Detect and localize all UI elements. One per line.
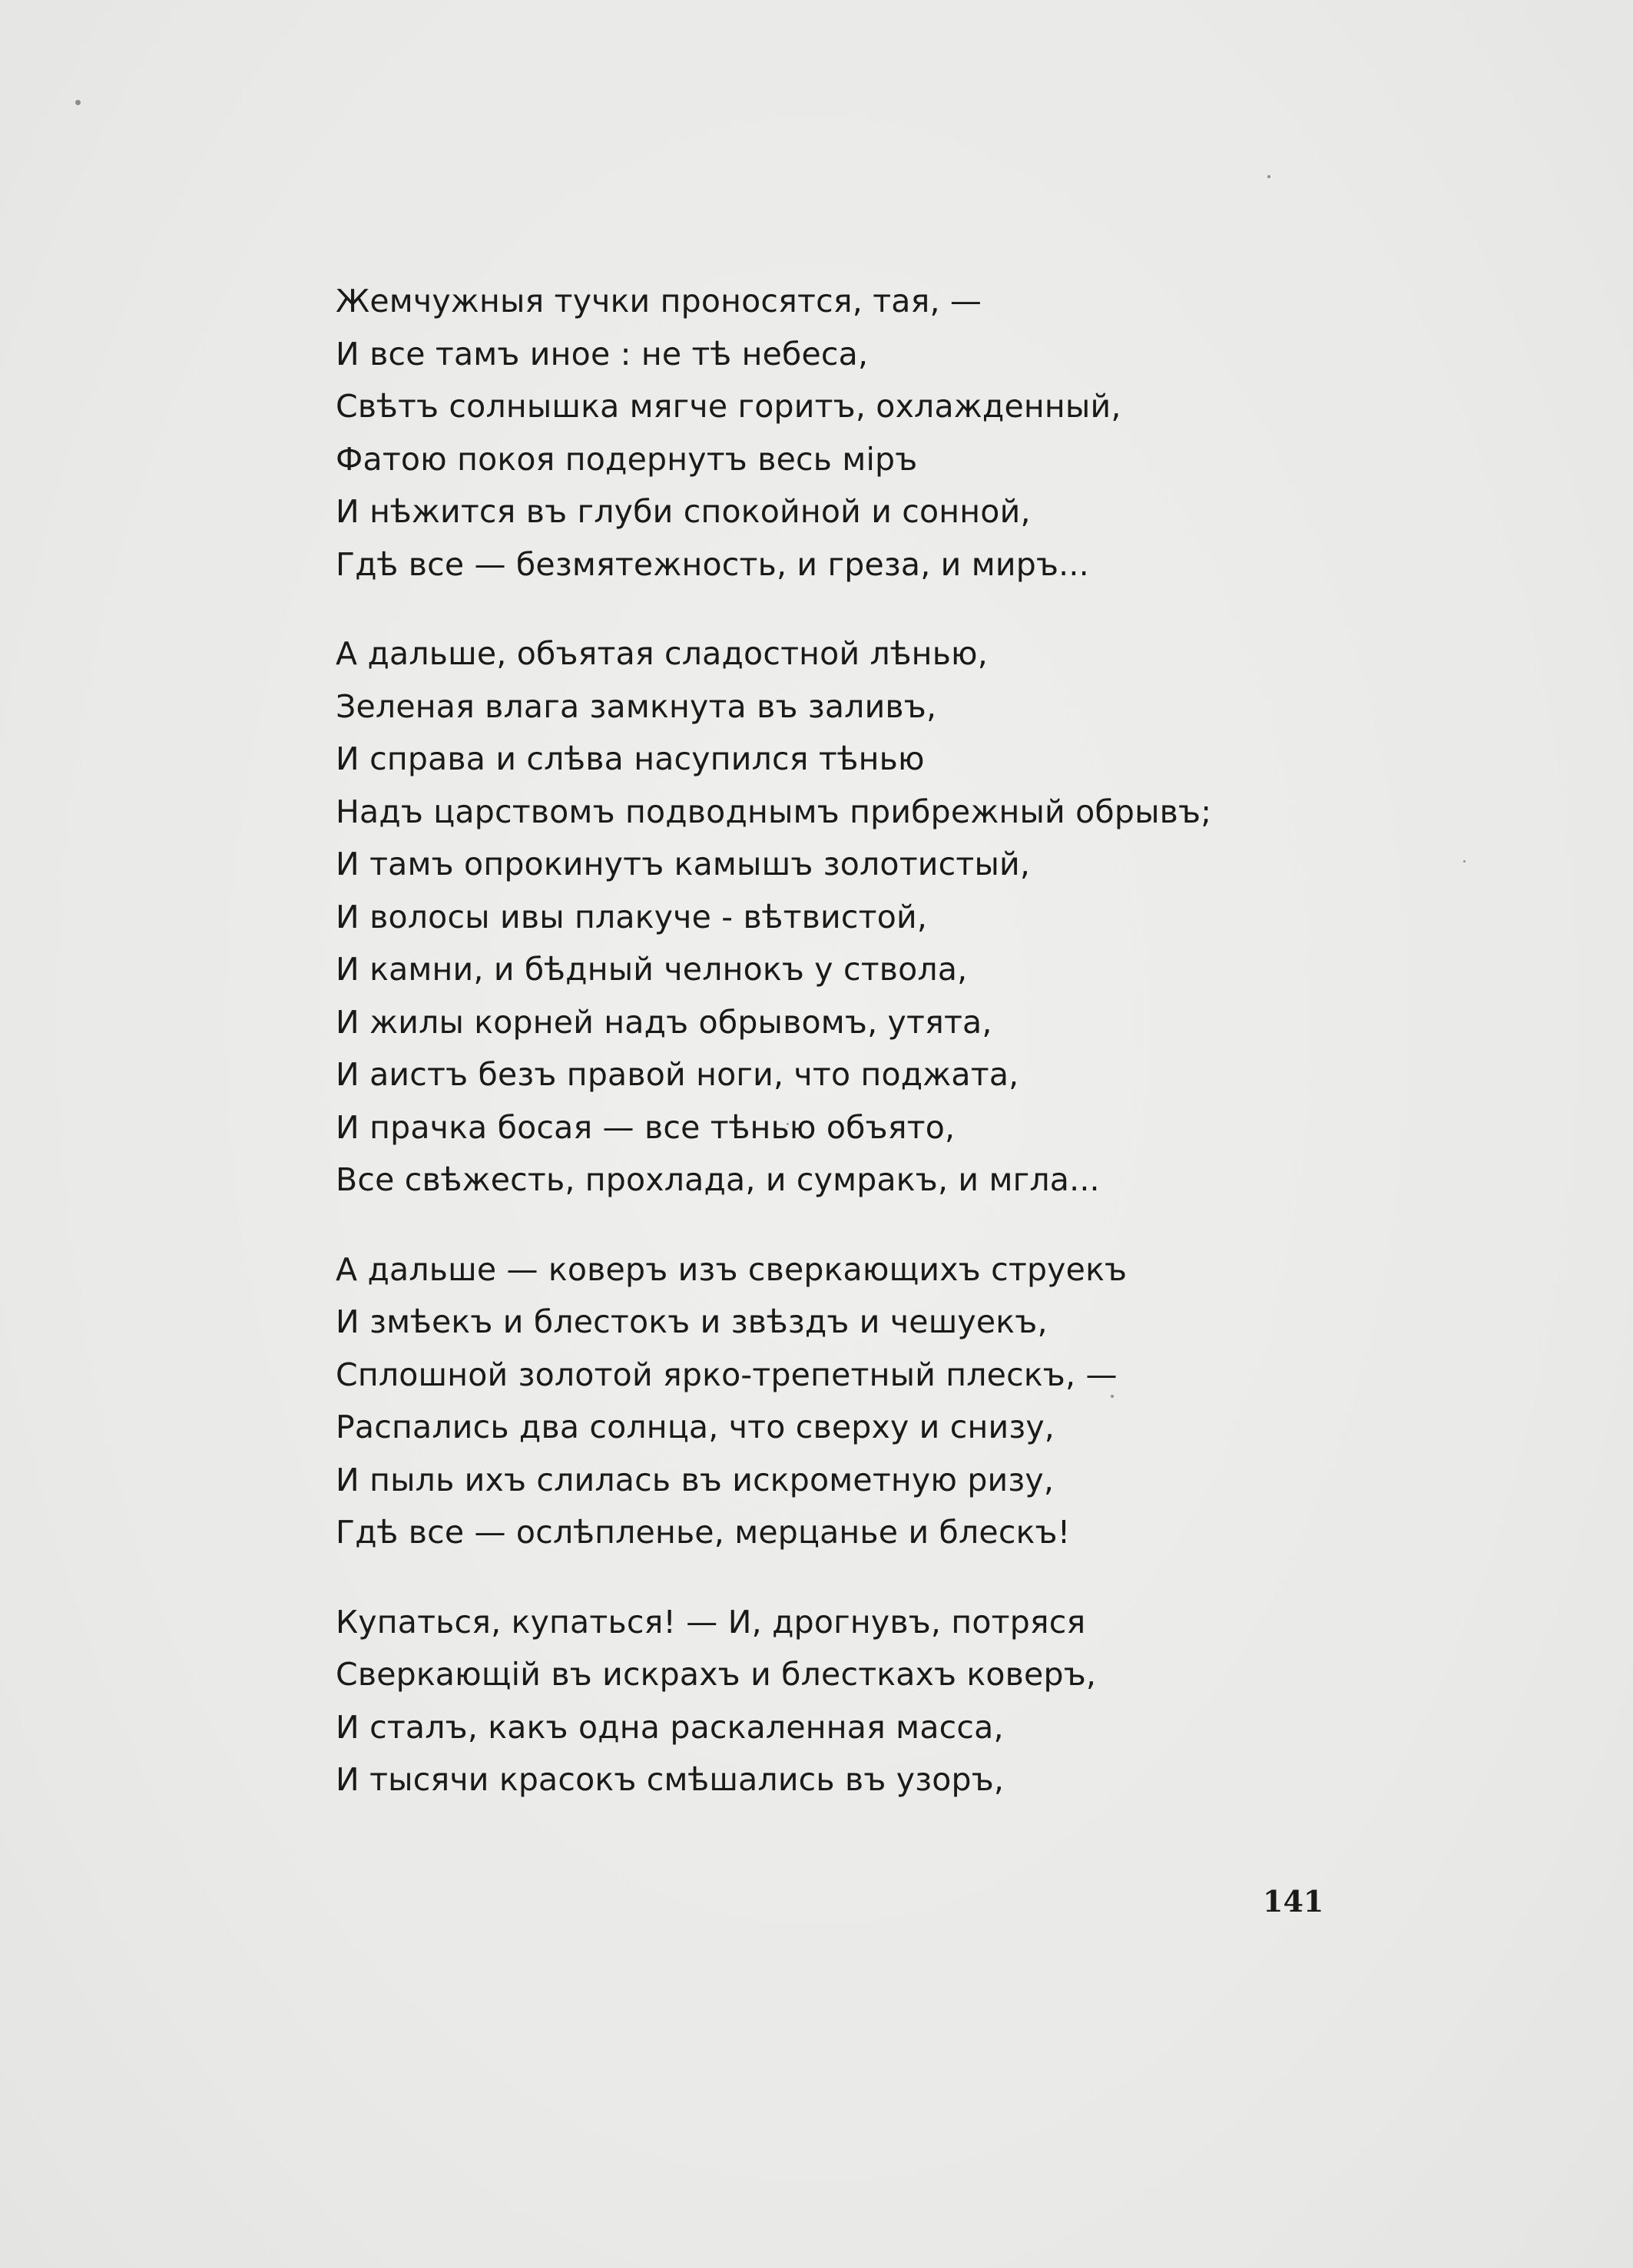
poem-line: Гдѣ все — безмятежность, и греза, и миръ... xyxy=(336,545,1089,583)
stanza xyxy=(336,275,1565,591)
poem-line: И справа и слѣва насупился тѣнью xyxy=(336,740,925,777)
poem-line: И змѣекъ и блестокъ и звѣздъ и чешуекъ, xyxy=(336,1303,1048,1340)
poem-line: И сталъ, какъ одна раскаленная масса, xyxy=(336,1708,1004,1746)
stanza xyxy=(336,1596,1565,1806)
poem-line: Надъ царствомъ подводнымъ прибрежный обрывъ; xyxy=(336,793,1212,830)
page-number: 141 xyxy=(1263,1884,1324,1919)
stanza xyxy=(336,1243,1565,1559)
poem-line: И тамъ опрокинутъ камышъ золотистый, xyxy=(336,846,1031,882)
paper-speck xyxy=(75,100,81,105)
stanza xyxy=(336,627,1565,1207)
poem-line: А дальше — коверъ изъ сверкающихъ струекъ xyxy=(336,1250,1128,1288)
poem-line: И жилы корней надъ обрывомъ, утята, xyxy=(336,1003,992,1041)
poem-line: И волосы ивы плакуче - вѣтвистой, xyxy=(336,898,928,935)
poem-line: А дальше, объятая сладостной лѣнью, xyxy=(336,635,989,672)
poem-line: И аистъ безъ правой ноги, что поджата, xyxy=(336,1056,1019,1093)
poem-line: Фатою покоя подернутъ весь міръ xyxy=(336,440,918,478)
poem-line: И камни, и бѣдный челнокъ у ствола, xyxy=(336,951,968,988)
poem-line: И нѣжится въ глуби спокойной и сонной, xyxy=(336,493,1031,530)
poem-line: Все свѣжесть, прохлада, и сумракъ, и мгла... xyxy=(336,1161,1100,1198)
poem-line: Свѣтъ солнышка мягче горитъ, охлажденный, xyxy=(336,388,1121,425)
poem-line: Сверкающій въ искрахъ и блесткахъ коверъ, xyxy=(336,1656,1097,1693)
poem-line: Распались два солнца, что сверху и снизу, xyxy=(336,1409,1055,1445)
poem-line: И прачка босая — все тѣнью объято, xyxy=(336,1108,956,1146)
poem-line: И тысячи красокъ смѣшались въ узоръ, xyxy=(336,1761,1005,1798)
paper-speck xyxy=(1267,175,1270,178)
poem-line: И пыль ихъ слилась въ искрометную ризу, xyxy=(336,1461,1055,1498)
poem-line: Сплошной золотой ярко-трепетный плескъ, — xyxy=(336,1356,1118,1393)
poem-line: Купаться, купаться! — И, дрогнувъ, потряся xyxy=(336,1603,1086,1641)
poem-line: Жемчужныя тучки проносятся, тая, — xyxy=(336,283,982,320)
poem-line: Гдѣ все — ослѣпленье, мерцанье и блескъ! xyxy=(336,1514,1071,1551)
poem-line: И все тамъ иное : не тѣ небеса, xyxy=(336,335,869,372)
poem-line: Зеленая влага замкнута въ заливъ, xyxy=(336,687,937,725)
poem-text xyxy=(336,275,1565,1843)
